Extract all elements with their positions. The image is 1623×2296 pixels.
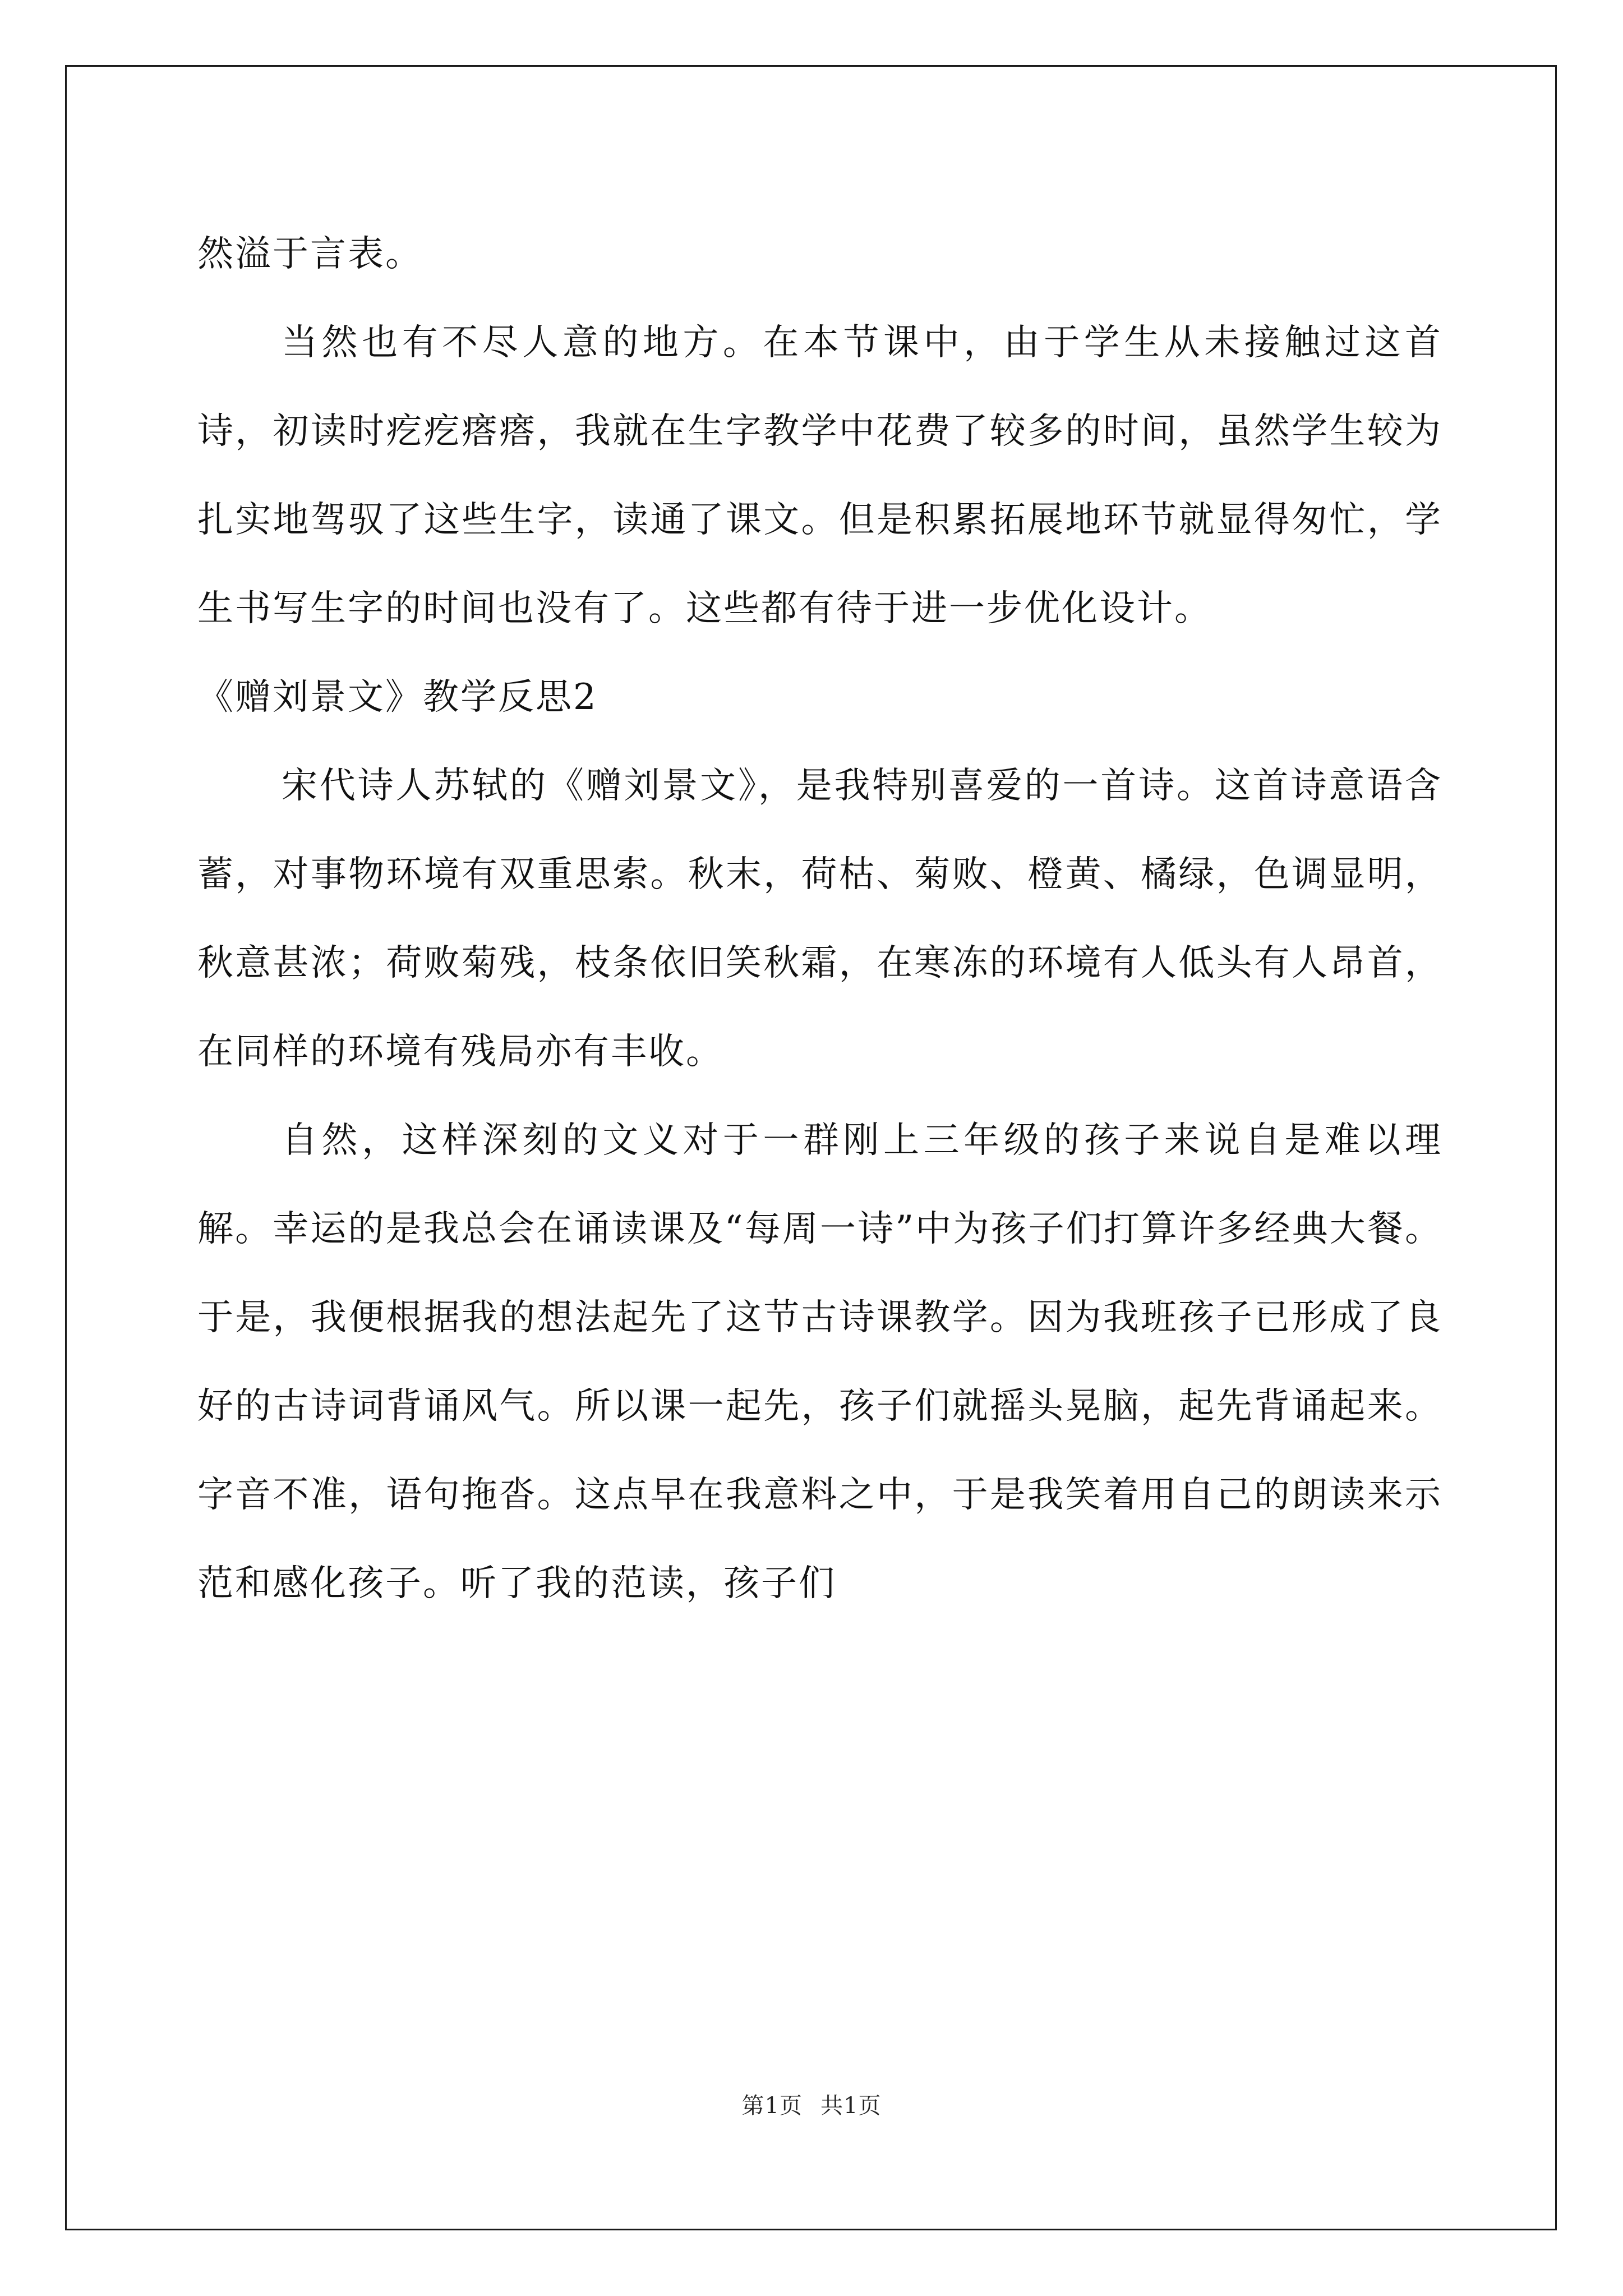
page-total: 共1页: [820, 2093, 882, 2119]
paragraph-reflection-shortcomings: 当然也有不尽人意的地方。在本节课中，由于学生从未接触过这首诗，初读时疙疙瘩瘩，我就在生字教学中花费了较多的时间，虽然学生较为扎实地驾驭了这些生字，读通了课文。但是积累拓展地环节就显得匆忙，学生书写生字的时间也没有了。这些都有待于进一步优化设计。: [197, 322, 1442, 629]
page-number: 第1页: [741, 2093, 803, 2119]
paragraph-teaching-process: 自然，这样深刻的文义对于一群刚上三年级的孩子来说自是难以理解。幸运的是我总会在诵读课及“每周一诗”中为孩子们打算许多经典大餐。于是，我便根据我的想法起先了这节古诗课教学。因为我班孩子已形成了良好的古诗词背诵风气。所以课一起先，孩子们就摇头晃脑，起先背诵起来。字音不准，语句拖沓。这点早在我意料之中，于是我笑着用自己的朗读来示范和感化孩子。听了我的范读，孩子们: [197, 1120, 1442, 1604]
section-heading: 《赠刘景文》教学反思2: [197, 677, 598, 718]
document-body: [197, 210, 1442, 1628]
page-footer: [0, 2088, 1623, 2120]
paragraph-poem-intro: 宋代诗人苏轼的《赠刘景文》，是我特别喜爱的一首诗。这首诗意语含蓄，对事物环境有双重思索。秋末，荷枯、菊败、橙黄、橘绿，色调显明，秋意甚浓；荷败菊残，枝条依旧笑秋霜，在寒冻的环境有人低头有人昂首，在同样的环境有残局亦有丰收。: [197, 765, 1442, 1073]
paragraph-continuation: 然溢于言表。: [197, 233, 423, 275]
